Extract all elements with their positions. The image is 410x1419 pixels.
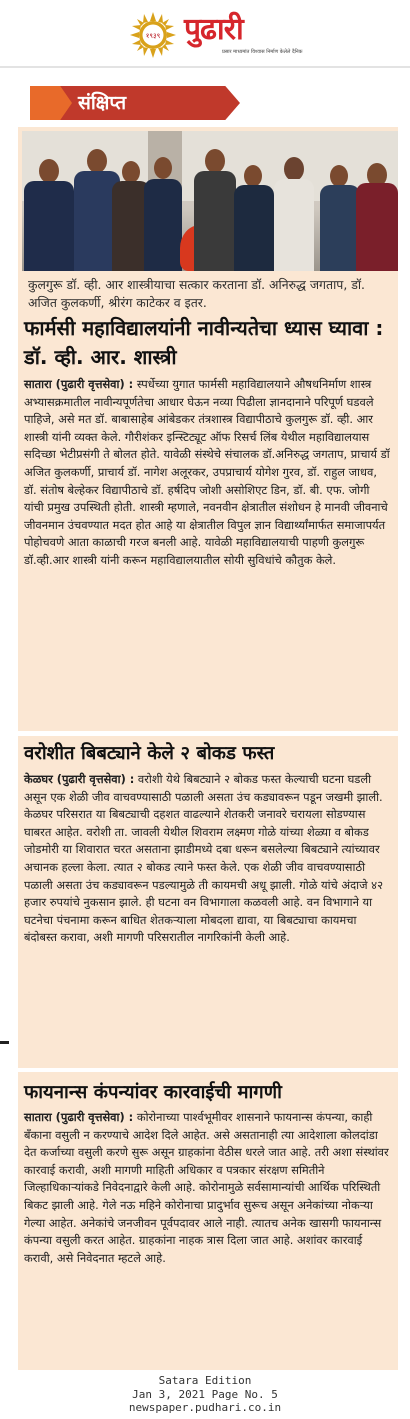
article-1-dateline: सातारा (पुढारी वृत्तसेवा) : xyxy=(24,377,134,391)
margin-marker xyxy=(0,1041,9,1044)
masthead xyxy=(0,0,410,70)
article-3-text: कोरोनाच्या पार्श्वभूमीवर शासनाने फायनान्स कंपन्या, काही बँकाना वसुली न करण्याचे आदेश दिले आहेत. असे असतानाही त्या आदेशाला कोलदांडा देत कर्जाच्या वसुली करणे सुरू असून ग्राहकांना वेठीस धरले जात आहे. तरी अशा संस्थांवर कारवाई करावी, अशी मागणी माहिती अधिकार व पत्रकार संरक्षण समितीने जिल्हाधिकाऱ्यांकडे निवेदनाद्वारे केली आहे. कोरोनामुळे सर्वसामान्यांची आर्थिक परिस्थिती बिकट झाली आहे. गेले नऊ महिने कोरोनाचा प्रादुर्भाव सुरूच असून अनेकांच्या नोकऱ्या गेल्या आहेत. अनेकांचे जनजीवन पूर्वपदावर आले नाही. त्यातच अनेक खासगी फायनान्स कंपन्या वसुली करत आहेत. ग्राहकांना नाहक त्रास दिला जात आहे. अशांवर कारवाई करावी, असे निवेदनात म्हटले आहे. xyxy=(24,1110,389,1265)
section-banner xyxy=(20,86,240,120)
article-2-text: वरोशी येथे बिबट्याने २ बोकड फस्त केल्याची घटना घडली असून एक शेळी जीव वाचवण्यासाठी पळाली असता उंच कड्यावरून पडून जखमी झाली. केळघर परिसरात या बिबट्याची दहशत वाढल्याने शेतकरी जनावरे चरायला सोडण्यास घाबरत आहेत. वरोशी ता. जावली येथील शिवराम लक्ष्मण गोळे यांच्या शेळ्या व बोकड जोडमोरी या शिवारात चरत असताना झाडीमध्ये दबा धरून बसलेल्या बिबट्याने त्यांच्यावर अचानक हल्ला केला. त्यात २ बोकड त्याने फस्त केले. एक शेळी जीव वाचवण्यासाठी पळाली असता उंच कड्यावरून पडल्यामुळे ती कायमची अधू झाली. गोळे यांचे अंदाजे ४२ हजार रुपयांचे नुकसान झाले. ही घटना वन विभागाला कळवली आहे. वन विभागाने या घटनेचा पंचनामा करून बाधित शेतकर्‍याला मोबदला द्यावा, या बिबट्याचा कायमचा बंदोबस्त करावा, अशी मागणी परिसरातील नागरिकांनी केली आहे. xyxy=(24,772,384,945)
article-2-headline: वरोशीत बिबट्याने केले २ बोकड फस्त xyxy=(24,743,275,764)
svg-text:१९३९: १९३९ xyxy=(145,32,161,40)
footer-site-link[interactable]: newspaper.pudhari.co.in xyxy=(128,1401,282,1414)
section-label: संक्षिप्त xyxy=(78,92,127,114)
article-1-headline: फार्मसी महाविद्यालयांनी नावीन्यतेचा ध्यास घ्यावा : डॉ. व्ही. आर. शास्त्री xyxy=(24,316,384,369)
article-3-dateline: सातारा (पुढारी वृत्तसेवा) : xyxy=(24,1110,134,1124)
footer-edition: Satara Edition xyxy=(158,1374,252,1387)
article-3-body xyxy=(24,1109,390,1267)
masthead-rule xyxy=(0,66,410,68)
article-1-text: स्पर्धेच्या युगात फार्मसी महाविद्यालयाने औषधनिर्माण शास्त्र अभ्यासक्रमातील नावीन्यपूर्णतेचा आधार घेऊन नव्या पिढीला ज्ञानदानाने परिपूर्ण घडवले पाहिजे, असे मत डॉ. बाबासाहेब आंबेडकर तंत्रशास्त्र विद्यापीठाचे कुलगुरू डॉ. व्ही. आर शास्त्री यांनी व्यक्त केले. गौरीशंकर इन्स्टिट्यूट ऑफ रिसर्च लिंब येथील महाविद्यालयास सदिच्छा भेटीप्रसंगी ते बोलत होते. यावेळी संस्थेचे संचालक डॉ.अनिरुद्ध जगताप, प्राचार्य डॉ अजित कुलकर्णी, प्राचार्य डॉ. नागेश अलूरकर, उपप्राचार्य योगेश गुरव, डॉ. राहुल जाधव, डॉ. संतोष बेल्हेकर विद्यापीठाचे डॉ. हर्षदिप जोशी असोशिएट डिन, डॉ. बी. एफ. जोगी यांची प्रमुख उपस्थिती होती. शास्त्री म्हणाले, नवनवीन क्षेत्रातील संशोधन हे मानवी जीवनाचे जीवनमान उंचवण्यात मदत होत आहे या क्षेत्रातील विपुल ज्ञान विद्यार्थ्यांमार्फत समाजापर्यत पोहोचवणे आता काळाची गरज बनली आहे. यावेळी महाविद्यालयाची पाहणी कुलगुरू डॉ.व्ही.आर शास्त्री यांनी करून महाविद्यालयातील सोयी सुविधांचे कौतुक केले. xyxy=(24,377,390,567)
sun-emblem-icon xyxy=(130,12,176,58)
article-1-body xyxy=(24,376,390,570)
article-2-body xyxy=(24,771,390,947)
article-photo xyxy=(22,131,398,271)
footer-date-page: Jan 3, 2021 Page No. 5 xyxy=(132,1387,278,1401)
photo-caption: कुलगुरू डॉ. व्ही. आर शास्त्रीयाचा सत्कार करताना डॉ. अनिरुद्ध जगताप, डॉ. अजित कुलकर्णी, श्रीरंग काटेकर व इतर. xyxy=(28,277,365,310)
article-2-dateline: केळघर (पुढारी वृत्तसेवा) : xyxy=(24,772,135,786)
logo-text: पुढारी xyxy=(184,12,243,47)
logo-tagline: प्रसार माध्यमांत विश्वास निर्माण केलेले दैनिक xyxy=(222,49,303,55)
page-footer xyxy=(0,1374,410,1415)
article-3-headline: फायनान्स कंपन्यांवर कारवाईची मागणी xyxy=(24,1082,282,1103)
